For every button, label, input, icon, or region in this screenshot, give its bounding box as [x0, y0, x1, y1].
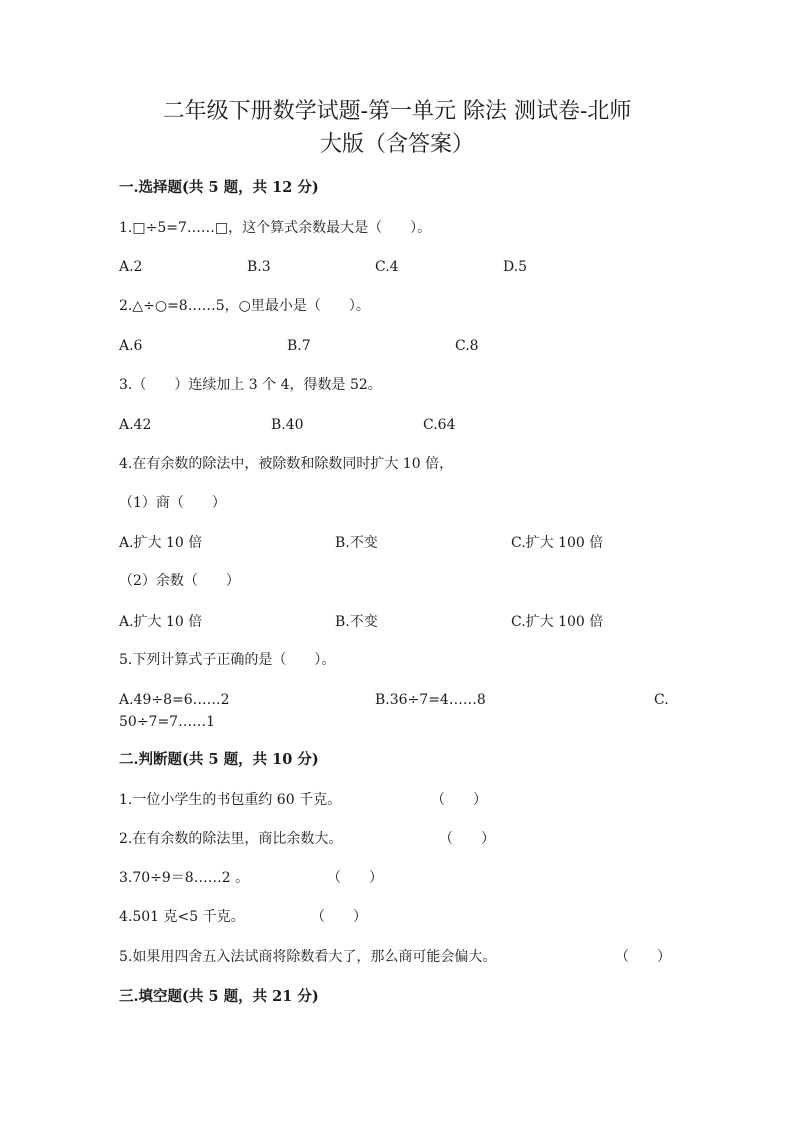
q1-stem: 1.□÷5=7……□，这个算式余数最大是（ ）。: [119, 220, 432, 236]
q4-sub1-option-a: A.扩大 10 倍: [119, 535, 203, 551]
judge-item-5: 5.如果用四舍五入法试商将除数看大了，那么商可能会偏大。: [119, 949, 497, 965]
q3-option-a: A.42: [119, 417, 152, 433]
section3-heading: 三.填空题(共 5 题，共 21 分): [119, 988, 319, 1005]
q5-option-c: C.: [654, 692, 669, 708]
q1-option-d: D.5: [503, 259, 528, 275]
q4-sub2-option-c: C.扩大 100 倍: [511, 614, 604, 630]
judge-item-2: 2.在有余数的除法里，商比余数大。: [119, 831, 343, 847]
q4-sub1: （1）商（ ）: [119, 495, 226, 511]
judge-blank-2: （ ）: [439, 831, 495, 847]
judge-blank-5: （ ）: [615, 949, 671, 965]
judge-item-3: 3.70÷9＝8……2 。: [119, 870, 250, 886]
page-title-line2: 大版（含答案）: [319, 132, 474, 157]
q2-option-b: B.7: [287, 338, 311, 354]
q3-stem: 3.（ ）连续加上 3 个 4，得数是 52。: [119, 377, 382, 393]
section1-heading: 一.选择题(共 5 题，共 12 分): [119, 179, 319, 196]
q3-option-c: C.64: [423, 417, 456, 433]
q1-option-c: C.4: [375, 259, 399, 275]
q1-option-b: B.3: [247, 259, 271, 275]
section2-heading: 二.判断题(共 5 题，共 10 分): [119, 751, 319, 768]
q2-stem: 2.△÷○=8……5，○里最小是（ ）。: [119, 298, 370, 314]
q4-sub2-option-a: A.扩大 10 倍: [119, 614, 203, 630]
q4-sub2: （2）余数（ ）: [119, 573, 240, 589]
judge-item-4: 4.501 克<5 千克。: [119, 909, 245, 925]
q3-option-b: B.40: [271, 417, 304, 433]
q5-option-a: A.49÷8=6……2: [119, 692, 230, 708]
q4-sub2-option-b: B.不变: [335, 614, 378, 630]
q5-option-b: B.36÷7=4……8: [375, 692, 486, 708]
judge-item-1: 1.一位小学生的书包重约 60 千克。: [119, 792, 342, 808]
q4-sub1-option-c: C.扩大 100 倍: [511, 535, 604, 551]
q4-sub1-option-b: B.不变: [335, 535, 378, 551]
q5-stem: 5.下列计算式子正确的是（ ）。: [119, 652, 336, 668]
judge-blank-3: （ ）: [327, 870, 383, 886]
page-title-line1: 二年级下册数学试题-第一单元 除法 测试卷-北师: [162, 99, 632, 124]
judge-blank-1: （ ）: [431, 792, 487, 808]
q2-option-a: A.6: [119, 338, 143, 354]
q5-option-c-continuation: 50÷7=7……1: [119, 714, 215, 730]
q4-stem: 4.在有余数的除法中，被除数和除数同时扩大 10 倍，: [119, 456, 454, 472]
q1-option-a: A.2: [119, 259, 143, 275]
judge-blank-4: （ ）: [311, 909, 367, 925]
q2-option-c: C.8: [455, 338, 479, 354]
